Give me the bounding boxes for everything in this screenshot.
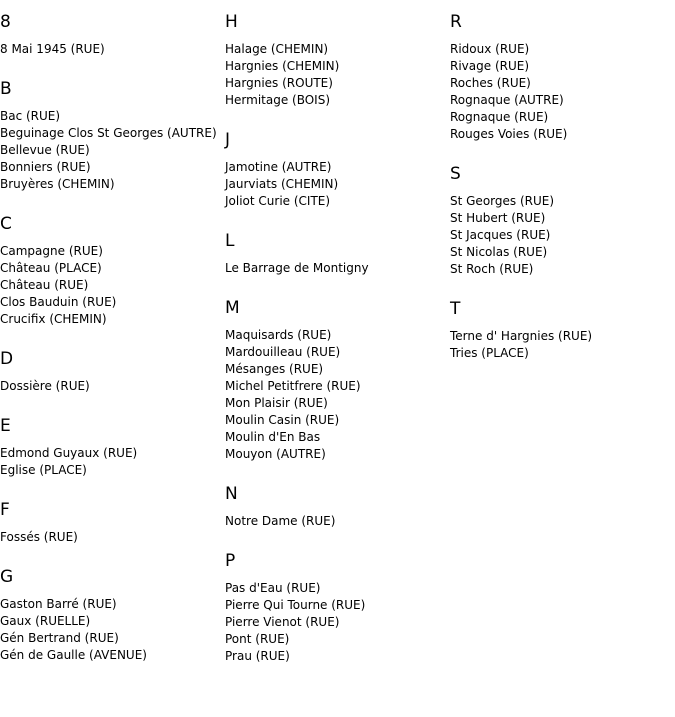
street-item[interactable]: Bellevue (RUE) xyxy=(0,143,90,157)
street-list xyxy=(0,378,222,395)
street-list xyxy=(0,596,222,664)
street-list xyxy=(0,445,222,479)
street-item[interactable]: Beguinage Clos St Georges (AUTRE) xyxy=(0,126,217,140)
street-item[interactable]: St Nicolas (RUE) xyxy=(450,245,548,259)
letter-group-c xyxy=(0,213,222,328)
street-item[interactable]: Moulin Casin (RUE) xyxy=(225,413,340,427)
street-item[interactable]: Eglise (PLACE) xyxy=(0,463,87,477)
street-item[interactable]: Hermitage (BOIS) xyxy=(225,93,331,107)
street-item[interactable]: Dossière (RUE) xyxy=(0,379,90,393)
street-item[interactable]: Bac (RUE) xyxy=(0,109,61,123)
letter-group-m xyxy=(225,297,447,463)
letter-group-8 xyxy=(0,11,222,58)
street-list xyxy=(0,243,222,328)
street-item[interactable]: Pierre Qui Tourne (RUE) xyxy=(225,598,366,612)
street-item[interactable]: Château (RUE) xyxy=(0,278,89,292)
street-item[interactable]: Jamotine (AUTRE) xyxy=(225,160,332,174)
street-item[interactable]: Rouges Voies (RUE) xyxy=(450,127,568,141)
letter-heading: L xyxy=(225,231,235,251)
street-list xyxy=(225,580,447,665)
letter-heading: F xyxy=(0,500,10,520)
letter-heading: N xyxy=(225,484,238,504)
street-list xyxy=(225,41,447,109)
street-item[interactable]: Bruyères (CHEMIN) xyxy=(0,177,115,191)
street-list xyxy=(450,41,672,143)
street-item[interactable]: Rognaque (AUTRE) xyxy=(450,93,564,107)
index-column-1 xyxy=(0,11,222,684)
street-item[interactable]: Clos Bauduin (RUE) xyxy=(0,295,117,309)
street-item[interactable]: Gaston Barré (RUE) xyxy=(0,597,117,611)
street-item[interactable]: Pont (RUE) xyxy=(225,632,290,646)
street-item[interactable]: Mon Plaisir (RUE) xyxy=(225,396,328,410)
street-item[interactable]: Crucifix (CHEMIN) xyxy=(0,312,107,326)
street-item[interactable]: Château (PLACE) xyxy=(0,261,102,275)
street-item[interactable]: Mardouilleau (RUE) xyxy=(225,345,341,359)
street-item[interactable]: Campagne (RUE) xyxy=(0,244,103,258)
street-item[interactable]: Moulin d'En Bas xyxy=(225,430,321,444)
letter-heading: S xyxy=(450,164,461,184)
letter-heading: D xyxy=(0,349,14,369)
street-list xyxy=(450,328,672,362)
street-item[interactable]: St Georges (RUE) xyxy=(450,194,555,208)
street-item[interactable]: Bonniers (RUE) xyxy=(0,160,91,174)
index-column-2 xyxy=(225,11,447,685)
street-list xyxy=(225,159,447,210)
letter-heading: M xyxy=(225,298,240,318)
letter-heading: T xyxy=(450,299,461,319)
letter-heading: R xyxy=(450,12,462,32)
street-item[interactable]: 8 Mai 1945 (RUE) xyxy=(0,42,105,56)
street-item[interactable]: Hargnies (ROUTE) xyxy=(225,76,333,90)
street-list xyxy=(0,41,222,58)
street-item[interactable]: St Roch (RUE) xyxy=(450,262,534,276)
street-item[interactable]: Pas d'Eau (RUE) xyxy=(225,581,321,595)
street-item[interactable]: Hargnies (CHEMIN) xyxy=(225,59,340,73)
letter-heading: C xyxy=(0,214,12,234)
letter-heading: G xyxy=(0,567,14,587)
letter-heading: E xyxy=(0,416,11,436)
street-list xyxy=(225,513,447,530)
street-list xyxy=(225,260,447,277)
letter-group-h xyxy=(225,11,447,109)
letter-heading: 8 xyxy=(0,12,11,32)
letter-group-e xyxy=(0,415,222,479)
letter-group-g xyxy=(0,566,222,664)
letter-group-d xyxy=(0,348,222,395)
letter-group-j xyxy=(225,129,447,210)
letter-heading: J xyxy=(225,130,231,150)
street-item[interactable]: St Hubert (RUE) xyxy=(450,211,546,225)
letter-heading: H xyxy=(225,12,238,32)
street-list xyxy=(0,529,222,546)
street-item[interactable]: Gaux (RUELLE) xyxy=(0,614,91,628)
street-list xyxy=(450,193,672,278)
street-list xyxy=(225,327,447,463)
letter-group-f xyxy=(0,499,222,546)
letter-heading: B xyxy=(0,79,12,99)
street-item[interactable]: Notre Dame (RUE) xyxy=(225,514,336,528)
street-list xyxy=(0,108,222,193)
letter-group-p xyxy=(225,550,447,665)
street-item[interactable]: Mésanges (RUE) xyxy=(225,362,324,376)
street-item[interactable]: Edmond Guyaux (RUE) xyxy=(0,446,138,460)
index-column-3 xyxy=(450,11,672,382)
street-item[interactable]: Gén de Gaulle (AVENUE) xyxy=(0,648,147,662)
street-item[interactable]: Tries (PLACE) xyxy=(450,346,529,360)
street-item[interactable]: Rognaque (RUE) xyxy=(450,110,549,124)
street-item[interactable]: Michel Petitfrere (RUE) xyxy=(225,379,361,393)
letter-group-n xyxy=(225,483,447,530)
street-item[interactable]: Fossés (RUE) xyxy=(0,530,78,544)
street-item[interactable]: Gén Bertrand (RUE) xyxy=(0,631,119,645)
letter-group-l xyxy=(225,230,447,277)
street-item[interactable]: Rivage (RUE) xyxy=(450,59,530,73)
street-item[interactable]: Pierre Vienot (RUE) xyxy=(225,615,340,629)
letter-group-r xyxy=(450,11,672,143)
letter-group-b xyxy=(0,78,222,193)
street-item[interactable]: Halage (CHEMIN) xyxy=(225,42,329,56)
street-item[interactable]: Mouyon (AUTRE) xyxy=(225,447,326,461)
letter-group-s xyxy=(450,163,672,278)
street-item[interactable]: Ridoux (RUE) xyxy=(450,42,530,56)
street-item[interactable]: St Jacques (RUE) xyxy=(450,228,551,242)
street-item[interactable]: Jaurviats (CHEMIN) xyxy=(225,177,339,191)
letter-heading: P xyxy=(225,551,236,571)
street-item[interactable]: Prau (RUE) xyxy=(225,649,290,663)
street-item[interactable]: Terne d' Hargnies (RUE) xyxy=(450,329,593,343)
letter-group-t xyxy=(450,298,672,362)
street-item[interactable]: Joliot Curie (CITE) xyxy=(225,194,331,208)
street-item[interactable]: Maquisards (RUE) xyxy=(225,328,332,342)
street-item[interactable]: Le Barrage de Montigny xyxy=(225,261,369,275)
street-item[interactable]: Roches (RUE) xyxy=(450,76,531,90)
